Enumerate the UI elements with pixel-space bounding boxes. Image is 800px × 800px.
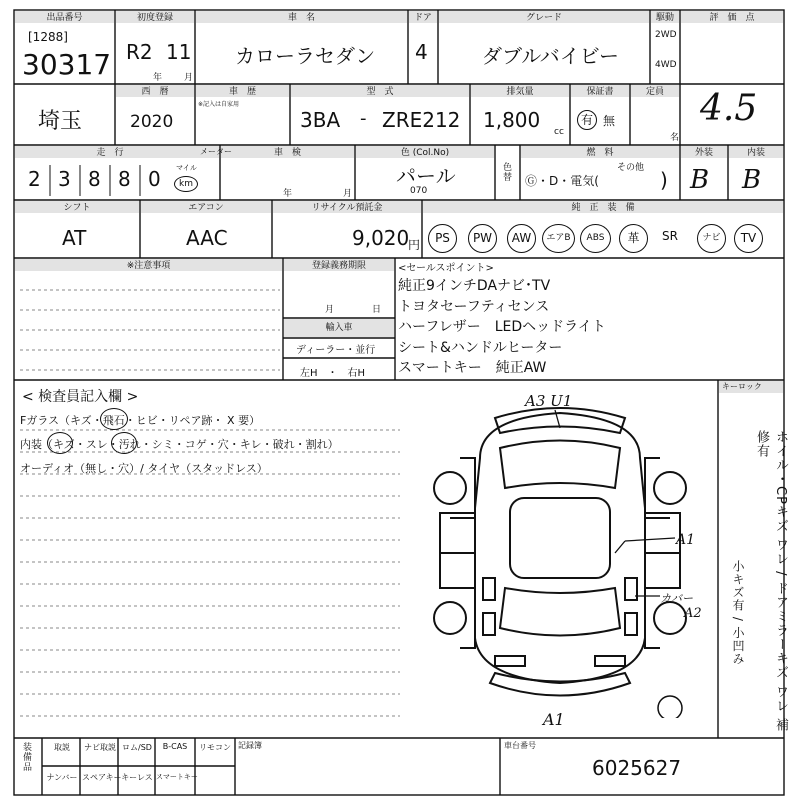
equipment-sunroof: SR — [662, 229, 678, 243]
handle-side: 左H ・ 右H — [300, 368, 366, 379]
spare-label: 装備品 — [21, 742, 31, 772]
mileage-digit-1: 2 — [28, 167, 41, 191]
record-label: 記録簿 — [238, 741, 262, 750]
recycle-unit: 円 — [408, 238, 421, 252]
color-code: 070 — [410, 186, 428, 196]
equipment-airbag: エアB — [542, 224, 575, 253]
header-sales-point: <セールスポイント> — [398, 263, 494, 274]
header-attention: ※注意事項 — [126, 261, 171, 271]
header-equipment: 純 正 装 備 — [571, 203, 635, 213]
color-name: パール — [396, 164, 456, 188]
displacement-unit: cc — [554, 127, 564, 137]
recycle-fee: 9,020 — [352, 226, 410, 250]
equipment-ps: PS — [428, 224, 457, 253]
mark-right: A1 — [676, 532, 696, 548]
header-fuel: 燃 料 — [586, 148, 614, 158]
grade: ダブルバイビー — [482, 44, 619, 68]
lot-tag: [1288] — [28, 30, 68, 44]
registration-month: 月 — [325, 305, 335, 315]
fuel-other: その他 — [617, 163, 645, 173]
header-exterior: 外装 — [694, 148, 713, 158]
header-import: 輸入車 — [325, 323, 353, 333]
auction-sheet: 出品番号 初度登録 車 名 ドア グレード 駆動 評 価 点 [1288] 30317 R2 11 年 月 カローラセダン 4 ダブルバイビー 2WD 4WD 4.5 西 暦 車 歴 ※記入は自家用 型 式 排気量 保証書 定員 埼玉 2020 3BA - ZRE212 1,800 cc 有 無 名 走 行 メーター 車 検 色 (Col.No) 燃 料 外装 内装 2 3 8 8 0 マイル km 年 月 パール 070 色替 Ⓖ・D・電気( その他 ) B B シフト エアコン リサイクル預託金 純 正 装 備 AT AAC 9,020 円 PS PW AW エアB ABS 革 SR ナビ TV ※注意事項 登録義務期限 <セールスポイント> 月 日 輸入車 ディーラー・並行 左H ・ 右H 純正9インチDAナビ･TV トヨタセーフティセンス ハーフレザー LEDヘッドライト シート&ハンドルヒーター スマートキー 純正AW < 検査員記入欄 > キーロック Fガラス（キズ・飛石・ヒビ・リペア跡・ X 要） 内装（キズ・スレ・汚れ・シミ・コゲ・穴・キレ・破れ・割れ） オーディオ（無し・穴）/ タイヤ（スタッドレス） A3 U1 A1 カバー A2 A1 ホイル・CPキズ ワレ / ドアミラーキズ ワレ 補修有 小キズ有 / 小凹み 装備品 取説 ナビ取説 ロム/SD B-CAS リモコン ナンバー スペアキー キーレス スマートキー 記録簿 車台番号 6025627 — [0, 0, 800, 800]
equipment-abs: ABS — [580, 224, 611, 253]
unit-mile: マイル — [176, 164, 197, 172]
header-shift: シフト — [63, 203, 91, 213]
header-first-reg: 初度登録 — [136, 13, 173, 23]
warranty-yes: 有 — [577, 110, 597, 130]
fixed-unit: 名 — [670, 133, 680, 143]
equip-smart-key: スマートキー — [156, 773, 198, 781]
equipment-tv: TV — [734, 224, 763, 253]
sales-point: トヨタセーフティセンス — [398, 298, 550, 315]
mileage-digit-4: 8 — [118, 167, 131, 191]
inspection-year-unit: 年 — [283, 189, 293, 199]
header-car-name: 車 名 — [287, 13, 315, 23]
keylock-label: キーロック — [722, 382, 762, 391]
doors: 4 — [415, 40, 428, 64]
color-change: 色替 — [501, 162, 511, 182]
mileage-digit-3: 8 — [88, 167, 101, 191]
year-unit: 年 — [153, 73, 163, 83]
mileage-digit-2: 3 — [58, 167, 71, 191]
inspector-note-audio: オーディオ（無し・穴）/ タイヤ（スタッドレス） — [20, 462, 268, 475]
equipment-aw: AW — [507, 224, 536, 253]
header-history: 車 歴 — [228, 87, 256, 97]
header-drive: 駆動 — [655, 13, 674, 23]
region: 埼玉 — [38, 109, 83, 134]
mark-bottom: A1 — [543, 710, 565, 729]
aircon: AAC — [186, 226, 228, 250]
mark-circle — [47, 432, 73, 454]
sales-point: ハーフレザー LEDヘッドライト — [398, 319, 606, 336]
inspector-note-glass: Fガラス（キズ・飛石・ヒビ・リペア跡・ X 要） — [20, 414, 261, 427]
header-model: 型 式 — [366, 87, 394, 97]
fuel-options: Ⓖ・D・電気( — [525, 174, 599, 188]
equip-number: ナンバー — [46, 773, 78, 782]
equipment-row — [428, 224, 780, 252]
equipment-pw: PW — [468, 224, 497, 253]
unit-km: km — [174, 176, 198, 192]
month-unit: 月 — [184, 73, 194, 83]
model-code: ZRE212 — [382, 108, 461, 132]
displacement: 1,800 — [483, 108, 541, 132]
vertical-note: ホイル・CPキズ ワレ / ドアミラーキズ ワレ 補修有 — [754, 430, 788, 732]
header-aircon: エアコン — [188, 203, 224, 213]
history-note: ※記入は自家用 — [198, 101, 240, 108]
mileage-digit-5: 0 — [148, 167, 161, 191]
header-registration-deadline: 登録義務期限 — [311, 261, 366, 271]
mark-circle — [111, 432, 137, 454]
header-interior: 内装 — [746, 148, 765, 158]
rating-score: 4.5 — [700, 88, 758, 129]
header-grade: グレード — [525, 13, 562, 23]
equip-keyless: キーレス — [121, 773, 153, 782]
chassis-number: 6025627 — [592, 756, 682, 780]
sales-point: シート&ハンドルヒーター — [398, 339, 563, 356]
model-prefix: 3BA — [300, 108, 341, 132]
vertical-note-2: 小キズ有 / 小凹み — [731, 560, 745, 666]
equip-bcas: B-CAS — [162, 742, 188, 751]
equipment-navi: ナビ — [697, 224, 726, 253]
header-venue: 出品番号 — [46, 13, 83, 23]
header-fixed: 定員 — [645, 87, 664, 97]
header-recycle: リサイクル預託金 — [311, 203, 383, 213]
interior-grade: B — [742, 165, 762, 195]
fuel-close: ) — [660, 168, 668, 192]
header-doors: ドア — [414, 13, 432, 23]
sales-points-list — [398, 276, 606, 379]
header-inspection: 車 検 — [273, 148, 301, 158]
header-color: 色 (Col.No) — [400, 148, 450, 158]
car-name: カローラセダン — [235, 44, 376, 68]
sales-point: スマートキー 純正AW — [398, 360, 547, 377]
header-mileage: 走 行 — [96, 148, 124, 158]
lot-number: 30317 — [22, 48, 112, 81]
equip-spare-key: スペアキー — [82, 773, 122, 782]
exterior-grade: B — [690, 165, 710, 195]
first-reg-month: 11 — [166, 40, 192, 64]
header-meter: メーター — [200, 147, 232, 156]
inspector-note-interior: 内装（キズ・スレ・汚れ・シミ・コゲ・穴・キレ・破れ・割れ） — [20, 438, 339, 451]
mark-cover-code: A2 — [684, 606, 702, 621]
header-warranty: 保証書 — [586, 87, 614, 97]
mark-circle — [100, 408, 128, 430]
drive-2wd: 2WD — [655, 30, 677, 40]
equip-rom: ロム/SD — [122, 743, 152, 752]
equip-remote: リモコン — [199, 743, 231, 752]
equip-manual: 取説 — [54, 743, 70, 752]
sales-point: 純正9インチDAナビ･TV — [398, 278, 551, 294]
mark-top: A3 U1 — [525, 392, 573, 410]
registration-day: 日 — [372, 305, 382, 315]
first-reg-era: R2 — [126, 40, 153, 64]
car-diagram — [420, 388, 700, 718]
header-displacement: 排気量 — [506, 87, 534, 97]
warranty-no: 無 — [603, 114, 616, 128]
inspector-title: < 検査員記入欄 > — [22, 389, 139, 405]
header-western-year: 西 暦 — [141, 87, 169, 97]
western-year: 2020 — [130, 112, 174, 132]
chassis-label: 車台番号 — [504, 741, 536, 750]
equipment-leather: 革 — [619, 224, 648, 253]
mark-cover: カバー — [660, 592, 693, 605]
inspection-month-unit: 月 — [343, 189, 353, 199]
shift: AT — [62, 226, 87, 250]
header-rating: 評 価 点 — [709, 13, 755, 23]
equip-navi-manual: ナビ取説 — [84, 743, 116, 752]
import-dealer: ディーラー・並行 — [296, 345, 376, 356]
drive-4wd: 4WD — [655, 60, 677, 70]
